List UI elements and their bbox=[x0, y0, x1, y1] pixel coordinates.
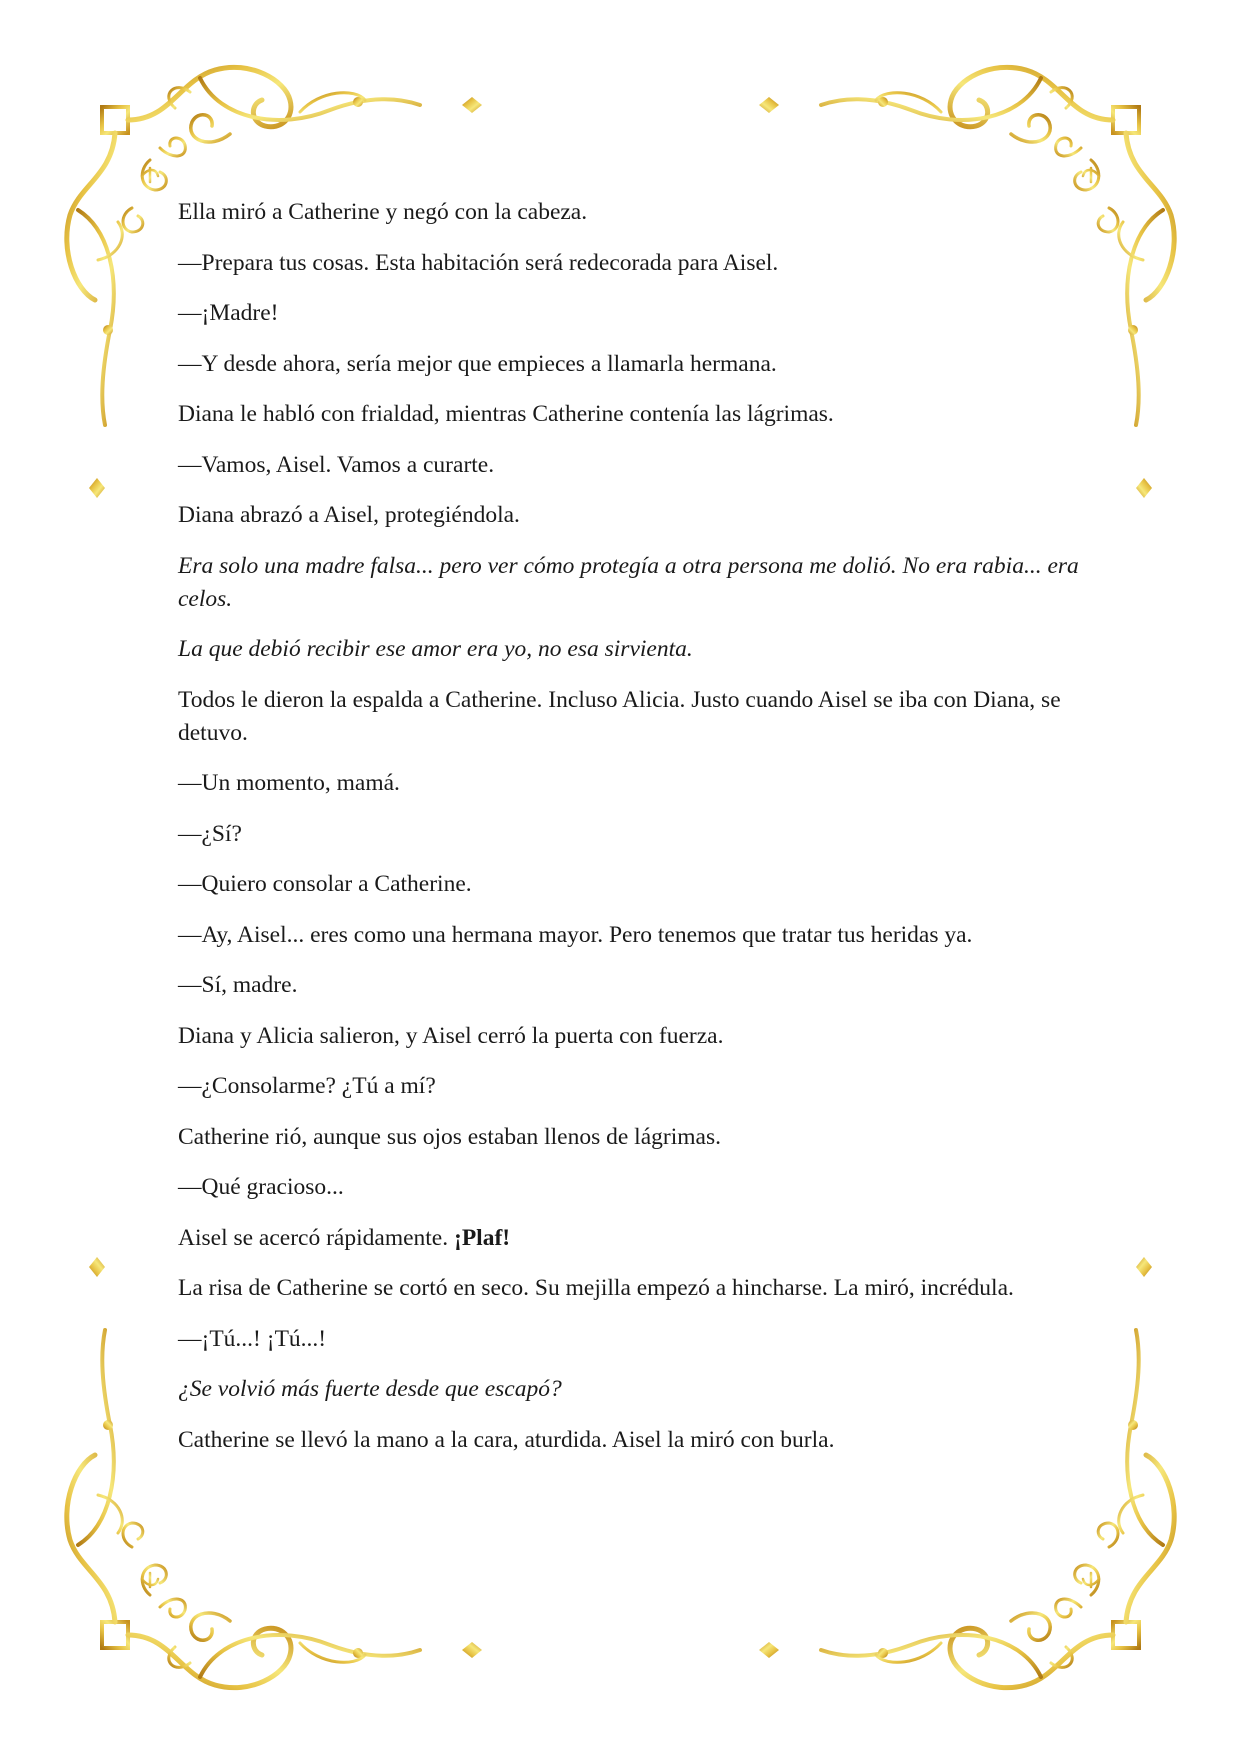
paragraph: —¿Sí? bbox=[178, 820, 242, 847]
paragraph: Catherine se llevó la mano a la cara, aturdida. Aisel la miró con burla. bbox=[178, 1426, 835, 1453]
paragraph: —Sí, madre. bbox=[178, 972, 298, 998]
paragraph: —Prepara tus cosas. Esta habitación será redecorada para Aisel. bbox=[178, 249, 779, 276]
sound-effect: ¡Plaf! bbox=[454, 1224, 511, 1251]
paragraph-thought: La que debió recibir ese amor era yo, no esa sirvienta. bbox=[178, 636, 693, 662]
paragraph: —Qué gracioso... bbox=[178, 1174, 344, 1200]
paragraph-thought: ¿Se volvió más fuerte desde que escapó? bbox=[178, 1376, 562, 1402]
paragraph: —Ay, Aisel... eres como una hermana mayor. Pero tenemos que tratar tus heridas ya. bbox=[178, 921, 973, 948]
paragraph: La risa de Catherine se cortó en seco. Su mejilla empezó a hincharse. La miró, incrédula. bbox=[178, 1275, 1014, 1301]
paragraph: —Vamos, Aisel. Vamos a curarte. bbox=[178, 451, 495, 478]
paragraph: Ella miró a Catherine y negó con la cabeza. bbox=[178, 199, 588, 225]
paragraph: —Y desde ahora, sería mejor que empieces a llamarla hermana. bbox=[178, 350, 777, 377]
paragraph: —Un momento, mamá. bbox=[178, 770, 400, 796]
paragraph: —¡Tú...! ¡Tú...! bbox=[178, 1325, 327, 1352]
paragraph: Diana y Alicia salieron, y Aisel cerró la puerta con fuerza. bbox=[178, 1022, 724, 1049]
paragraph bbox=[178, 1222, 1083, 1255]
paragraph: Diana abrazó a Aisel, protegiéndola. bbox=[178, 502, 520, 528]
paragraph: —¿Consolarme? ¿Tú a mí? bbox=[178, 1073, 436, 1099]
paragraph-thought: Era solo una madre falsa... pero ver cómo protegía a otra persona me dolió. No era rabia... era celos. bbox=[178, 552, 1079, 612]
paragraph-text: Aisel se acercó rápidamente. bbox=[178, 1224, 454, 1251]
paragraph: Catherine rió, aunque sus ojos estaban llenos de lágrimas. bbox=[178, 1123, 721, 1150]
paragraph: —¡Madre! bbox=[178, 300, 279, 326]
paragraph: Diana le habló con frialdad, mientras Catherine contenía las lágrimas. bbox=[178, 401, 834, 427]
paragraph: Todos le dieron la espalda a Catherine. Incluso Alicia. Justo cuando Aisel se iba con Diana, se detuvo. bbox=[178, 686, 1061, 746]
story-text bbox=[178, 196, 1083, 1474]
paragraph: —Quiero consolar a Catherine. bbox=[178, 871, 472, 897]
